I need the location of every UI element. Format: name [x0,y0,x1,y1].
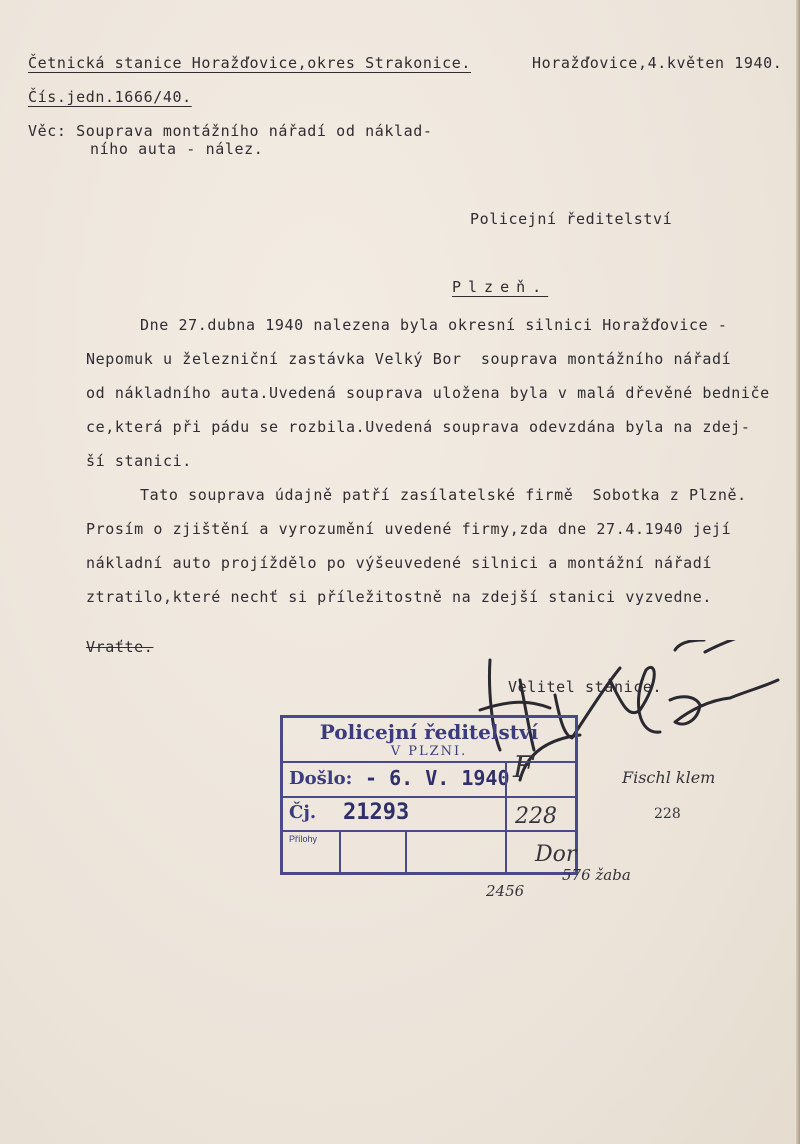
page-edge [796,0,800,1144]
body-line: Dne 27.dubna 1940 nalezena byla okresní silnici Horažďovice - [140,316,728,334]
stamp-column-divider [339,830,341,874]
addressee-line: Policejní ředitelství [470,210,673,228]
station-heading: Četnická stanice Horažďovice,okres Strakonice. [28,54,472,72]
received-stamp [280,715,578,875]
stamp-divider [283,830,575,832]
subject-line-1: Věc: Souprava montážního nářadí od náklad- [28,122,433,140]
stamp-hand-number: 228 [515,804,557,829]
stamp-cj-number: 21293 [343,800,410,825]
addressee-city: Plzeň. [452,278,549,296]
stamp-received-date: - 6. V. 1940 [365,766,510,790]
stamp-cj-label: Čj. [289,802,317,823]
stamp-subtitle: V PLZNI. [390,744,468,759]
place-date: Horažďovice,4.květen 1940. [532,54,783,72]
stamp-hand-letter: F [513,750,534,785]
struck-text: Vraťte. [86,638,154,656]
body-line: Prosím o zjištění a vyrozumění uvedené firmy,zda dne 27.4.1940 její [86,520,732,538]
annotation-number: 576 žaba [562,866,631,884]
stamp-column-divider [405,830,407,874]
body-line: ce,která při pádu se rozbila.Uvedená souprava odevzdána byla na zdej- [86,418,751,436]
annotation-name: Fischl klem [622,768,716,787]
body-line: nákladní auto projíždělo po výšeuvedené silnici a montážní nářadí [86,554,712,572]
subject-line-2: ního auta - nález. [90,140,264,158]
stamp-divider [283,796,575,798]
signature-label: Velitel stanice. [508,678,663,696]
stamp-title: Policejní ředitelství [319,720,539,744]
reference-number: Čís.jedn.1666/40. [28,88,192,106]
stamp-column-divider [505,761,507,874]
body-line: Tato souprava údajně patří zasílatelské firmě Sobotka z Plzně. [140,486,747,504]
stamp-received-label: Došlo: [289,768,353,789]
stamp-hand-mark: Dor [535,842,577,867]
body-line: ztratilo,které nechť si příležitostně na zdejší stanici vyzvedne. [86,588,712,606]
annotation-number: 228 [654,806,681,822]
annotation-number: 2456 [486,882,525,900]
body-line: ší stanici. [86,452,192,470]
body-line: od nákladního auta.Uvedená souprava uložena byla v malá dřevěné bedniče [86,384,770,402]
body-line: Nepomuk u železniční zastávka Velký Bor souprava montážního nářadí [86,350,732,368]
stamp-attachments-label: Přílohy [289,834,318,844]
